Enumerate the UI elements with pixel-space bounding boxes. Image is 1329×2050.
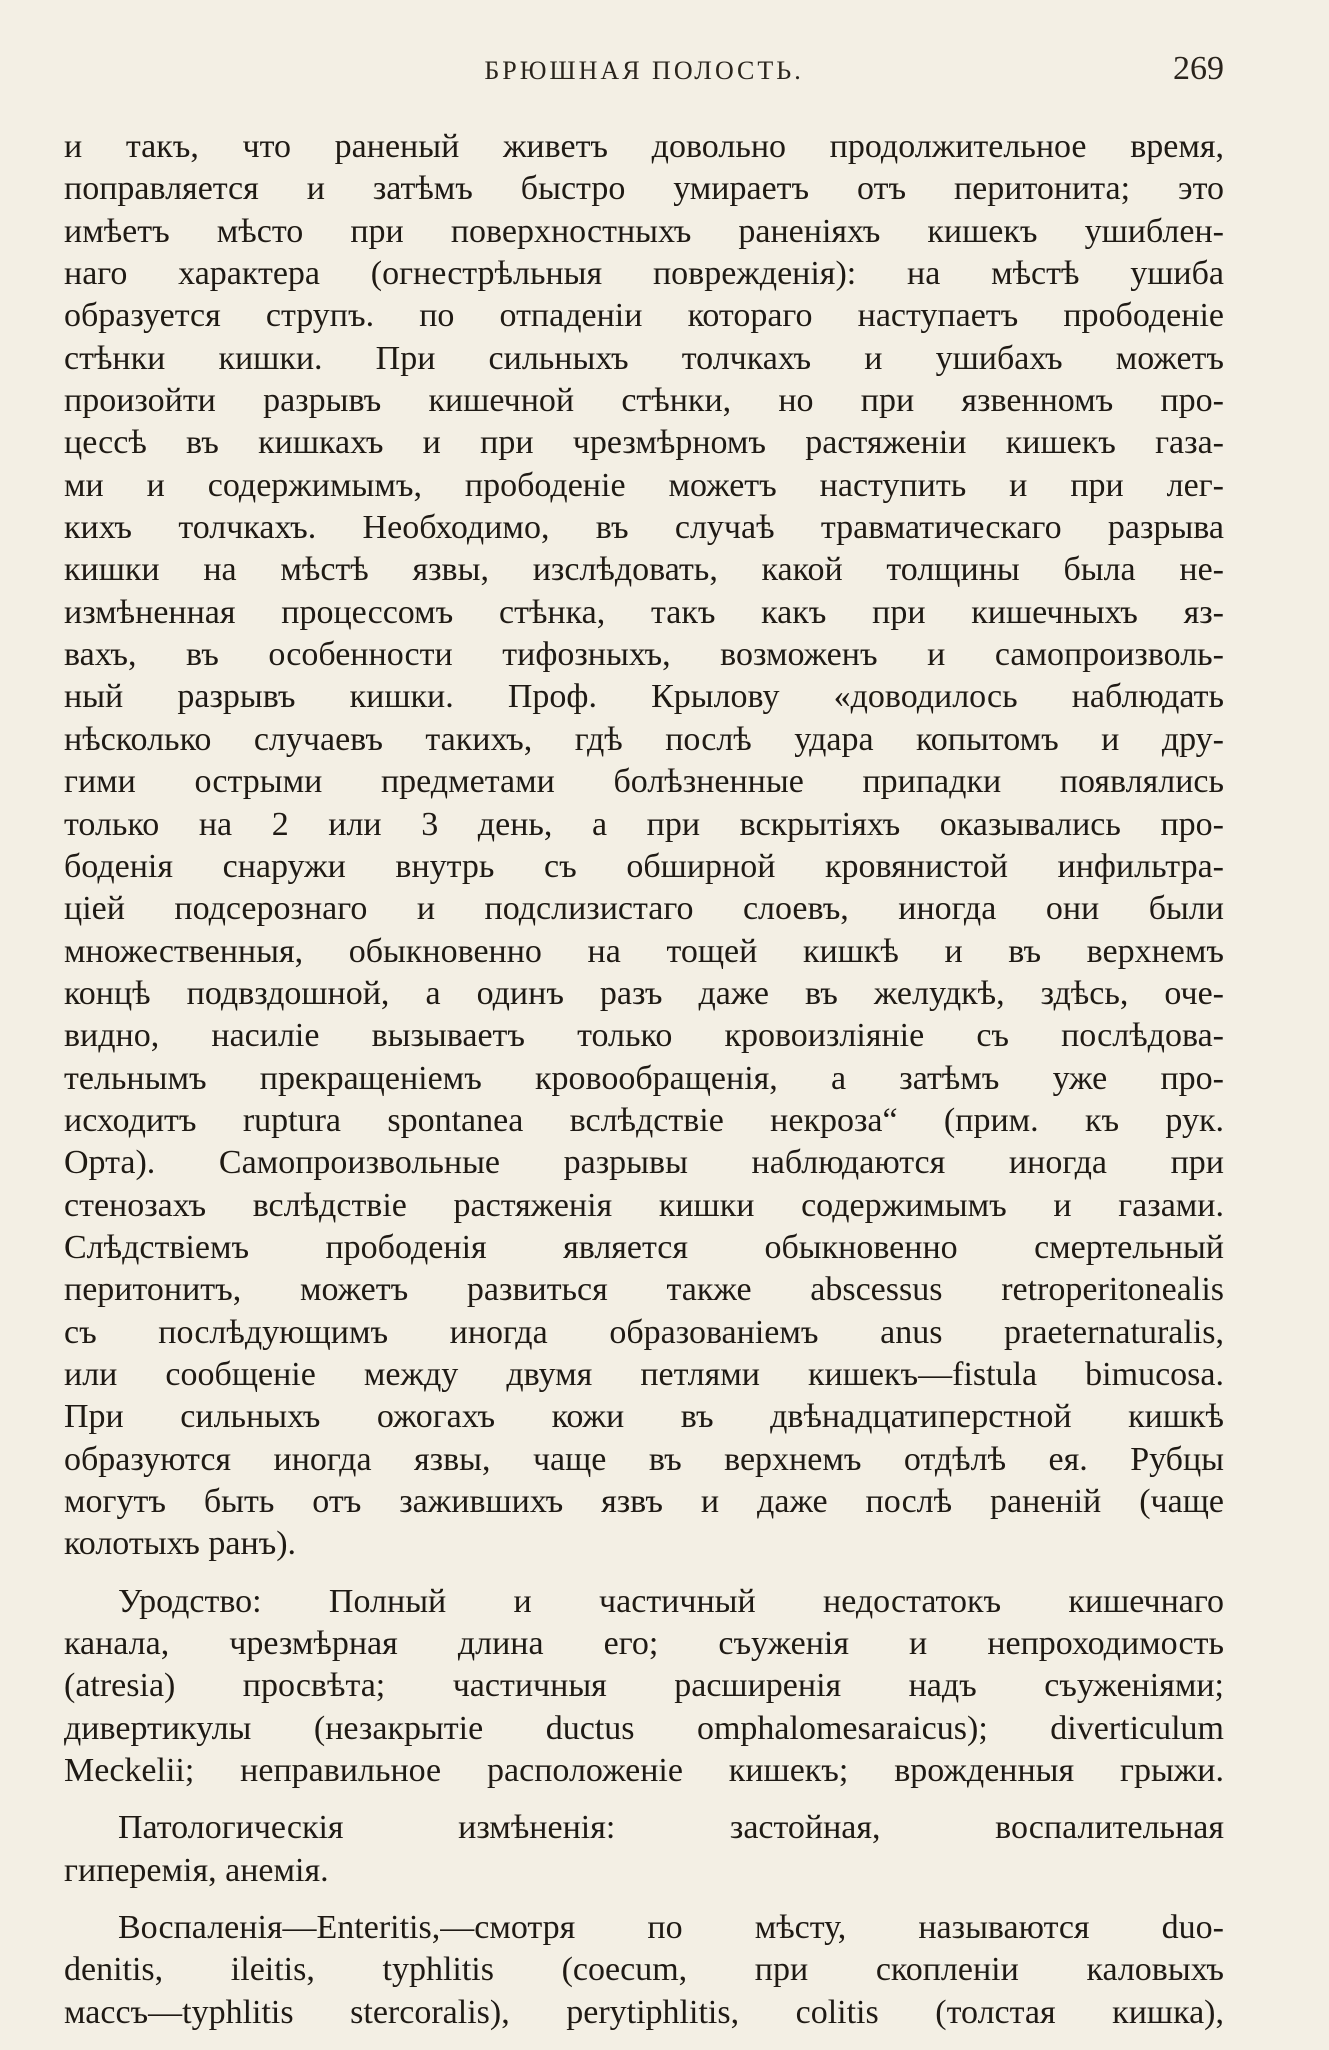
text-line: могутъ быть отъ зажившихъ язвъ и даже послѣ раненій (чаще: [64, 1483, 1224, 1520]
text-line: Уродство: Полный и частичный недостатокъ кишечнаго: [118, 1582, 1224, 1620]
text-line: образуются иногда язвы, чаще въ верхнемъ отдѣлѣ ея. Рубцы: [64, 1440, 1224, 1478]
text-line: измѣненная процессомъ стѣнка, такъ какъ при кишечныхъ яз-: [64, 593, 1224, 631]
text-line: (atresia) просвѣта; частичныя расширенія надъ съуженіями;: [64, 1667, 1224, 1705]
text-line: гиперемія, анемія.: [64, 1851, 329, 1889]
text-line: и такъ, что раненый живетъ довольно продолжительное время,: [64, 128, 1224, 165]
paragraph-gap: [64, 1566, 1224, 1581]
paragraph-gap: [64, 1792, 1224, 1807]
paragraph-pathology: [64, 1807, 1224, 1892]
text-line: только на 2 или 3 день, а при вскрытіяхъ оказывались про-: [64, 805, 1224, 843]
text-line: или сообщеніе между двумя петлями кишекъ—fistula bimucosa.: [64, 1355, 1224, 1393]
page-number: 269: [1173, 50, 1224, 87]
text-line: Meckelii; неправильное расположеніе кишекъ; врожденныя грыжи.: [64, 1752, 1224, 1790]
text-line: кихъ толчкахъ. Необходимо, въ случаѣ травматическаго разрыва: [64, 509, 1224, 547]
text-line: вахъ, въ особенности тифозныхъ, возможенъ и самопроизволь-: [64, 636, 1224, 674]
text-line: цессѣ въ кишкахъ и при чрезмѣрномъ растяженіи кишекъ газа-: [64, 424, 1224, 462]
page-header: [64, 50, 1224, 98]
text-line: ный разрывъ кишки. Проф. Крылову «доводилось наблюдать: [64, 678, 1224, 716]
paragraph-injuries: [64, 126, 1224, 1566]
text-line: поправляется и затѣмъ быстро умираетъ отъ перитонита; это: [64, 170, 1224, 208]
text-line: колотыхъ ранъ).: [64, 1525, 297, 1563]
text-line: имѣетъ мѣсто при поверхностныхъ раненіяхъ кишекъ ушиблен-: [64, 212, 1224, 250]
text-line: нѣсколько случаевъ такихъ, гдѣ послѣ удара копытомъ и дру-: [64, 720, 1224, 758]
text-line: Воспаленія—Enteritis,—смотря по мѣсту, называются duo-: [118, 1909, 1224, 1947]
text-line: Патологическія измѣненія: застойная, воспалительная: [118, 1809, 1224, 1847]
text-line: гими острыми предметами болѣзненные припадки появлялись: [64, 763, 1224, 801]
text-line: При сильныхъ ожогахъ кожи въ двѣнадцатиперстной кишкѣ: [64, 1398, 1224, 1436]
text-line: кишки на мѣстѣ язвы, изслѣдовать, какой толщины была не-: [64, 551, 1224, 589]
paragraph-gap: [64, 1892, 1224, 1907]
text-line: Слѣдствіемъ прободенія является обыкновенно смертельный: [64, 1228, 1224, 1266]
text-line: наго характера (огнестрѣльныя поврежденія): на мѣстѣ ушиба: [64, 255, 1224, 293]
text-line: перитонитъ, можетъ развиться также abscessus retroperitonealis: [64, 1271, 1224, 1309]
text-line: произойти разрывъ кишечной стѣнки, но при язвенномъ про-: [64, 382, 1224, 420]
body-text: [64, 126, 1224, 2034]
text-line: съ послѣдующимъ иногда образованіемъ anus praeternaturalis,: [64, 1313, 1224, 1351]
text-line: массъ—typhlitis stercoralis), perytiphlitis, colitis (толстая кишка),: [64, 1993, 1224, 2031]
text-line: стѣнки кишки. При сильныхъ толчкахъ и ушибахъ можетъ: [64, 339, 1224, 377]
paragraph-inflammation: [64, 1907, 1224, 2034]
text-line: канала, чрезмѣрная длина его; съуженія и непроходимость: [64, 1625, 1224, 1663]
paragraph-malformation: [64, 1581, 1224, 1793]
text-line: исходитъ ruptura spontanea вслѣдствіе некроза“ (прим. къ рук.: [64, 1101, 1224, 1139]
text-line: образуется струпъ. по отпаденіи котораго наступаетъ прободеніе: [64, 297, 1224, 335]
text-line: ціей подсерознаго и подслизистаго слоевъ, иногда они были: [64, 890, 1224, 928]
text-line: denitis, ileitis, typhlitis (coecum, при скопленіи каловыхъ: [64, 1951, 1224, 1989]
text-line: боденія снаружи внутрь съ обширной кровянистой инфильтра-: [64, 847, 1224, 885]
text-line: стенозахъ вслѣдствіе растяженія кишки содержимымъ и газами.: [64, 1186, 1224, 1224]
text-line: видно, насиліе вызываетъ только кровоизліяніе съ послѣдова-: [64, 1017, 1224, 1055]
text-line: тельнымъ прекращеніемъ кровообращенія, а затѣмъ уже про-: [64, 1059, 1224, 1097]
text-line: концѣ подвздошной, а одинъ разъ даже въ желудкѣ, здѣсь, оче-: [64, 974, 1224, 1012]
text-line: дивертикулы (незакрытіе ductus omphalomesaraicus); diverticulum: [64, 1709, 1224, 1747]
text-line: множественныя, обыкновенно на тощей кишкѣ и въ верхнемъ: [64, 932, 1224, 970]
running-title: БРЮШНАЯ ПОЛОСТЬ.: [484, 56, 804, 85]
text-line: Орта). Самопроизвольные разрывы наблюдаются иногда при: [64, 1144, 1224, 1182]
text-line: ми и содержимымъ, прободеніе можетъ наступить и при лег-: [64, 466, 1224, 504]
